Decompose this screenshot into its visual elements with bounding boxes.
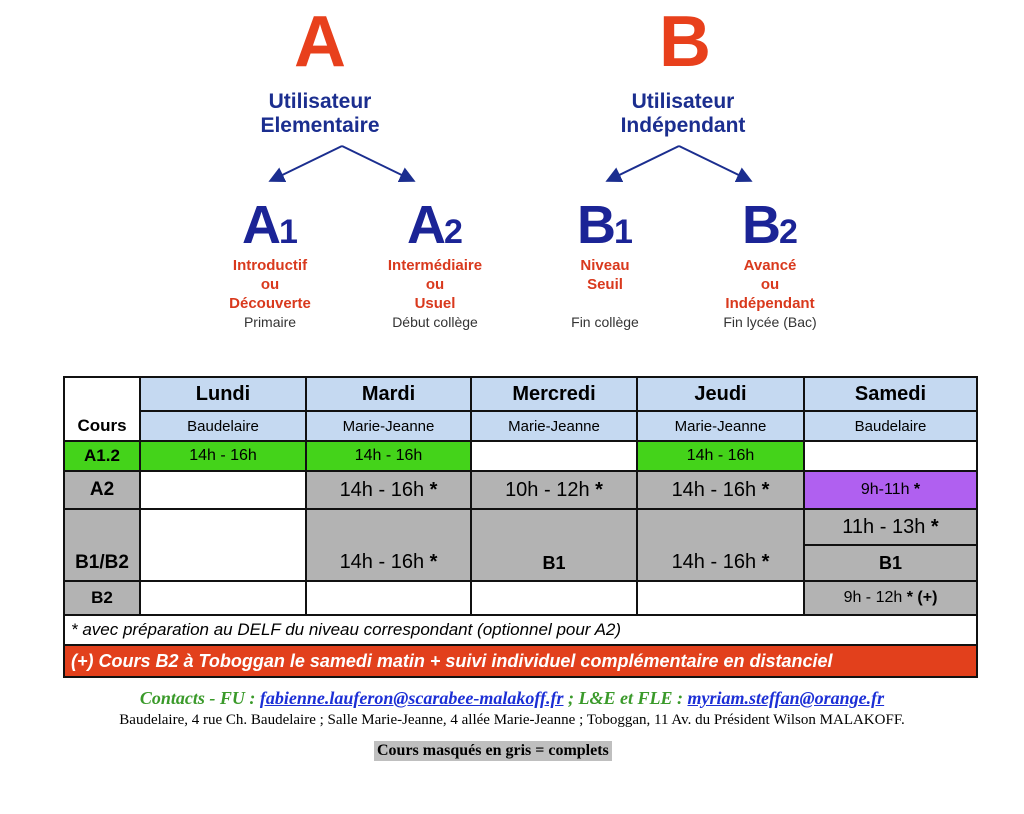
delf-star: * xyxy=(761,551,770,573)
arrow-b2 xyxy=(679,146,749,180)
slot-a12-lundi: 14h - 16h xyxy=(140,441,306,471)
delf-star: * xyxy=(429,551,438,573)
slot-b1b2-samedi-time: 11h - 13h xyxy=(842,515,926,538)
level-a2-note: Début collège xyxy=(392,314,478,330)
slot-a12-mercredi xyxy=(471,441,637,471)
contacts-line xyxy=(0,688,1024,709)
level-b2-desc-2: ou xyxy=(760,276,780,293)
level-b2-number: 2 xyxy=(779,213,798,251)
level-a2-number: 2 xyxy=(444,213,463,251)
slot-b2-samedi-suffix: (+) xyxy=(917,589,938,606)
delf-star: * xyxy=(906,589,913,606)
slot-a2-samedi-time: 9h-11h xyxy=(860,481,910,498)
row-label-a2: A2 xyxy=(64,471,140,509)
diagram-arrows xyxy=(0,0,1024,200)
level-b1-desc-2: Seuil xyxy=(587,276,623,293)
slot-a2-jeudi-time: 14h - 16h xyxy=(671,478,757,501)
slot-b1b2-mardi xyxy=(306,509,471,581)
level-b2-note: Fin lycée (Bac) xyxy=(723,314,817,330)
delf-star: * xyxy=(761,478,770,501)
contacts-prefix: Contacts - FU : xyxy=(139,688,260,708)
day-jeudi: Jeudi xyxy=(637,377,804,411)
level-b2-desc xyxy=(680,256,860,313)
level-a1-desc-3: Découverte xyxy=(229,295,311,312)
level-a1-note: Primaire xyxy=(243,314,297,330)
level-a1-desc-1: Introductif xyxy=(232,257,308,274)
arrow-a1 xyxy=(272,146,342,180)
slot-b1b2-samedi-top xyxy=(804,509,977,545)
slot-b2-samedi-time: 9h - 12h xyxy=(843,589,903,606)
slot-a2-mardi xyxy=(306,471,471,509)
level-a2-desc-3: Usuel xyxy=(414,295,456,312)
delf-star: * xyxy=(595,478,603,501)
address-line: Baudelaire, 4 rue Ch. Baudelaire ; Salle Marie-Jeanne, 4 allée Marie-Jeanne ; Toboggan, 11 Av. du Président Wilson MALAKOFF. xyxy=(119,712,905,728)
level-a1 xyxy=(195,195,345,255)
group-b-title-line-1: Utilisateur xyxy=(631,90,735,113)
level-a1-letter: A xyxy=(242,195,280,255)
level-a1-desc xyxy=(185,256,355,313)
slot-a2-mercredi-time: 10h - 12h xyxy=(505,478,590,501)
row-label-b1b2 xyxy=(64,509,140,581)
slot-a2-mardi-time: 14h - 16h xyxy=(339,478,425,501)
level-a2-desc-1: Intermédiaire xyxy=(387,257,483,274)
letter-b: B xyxy=(659,2,711,82)
level-b1-note: Fin collège xyxy=(571,314,639,330)
delf-star: * xyxy=(913,481,921,498)
slot-a12-jeudi: 14h - 16h xyxy=(637,441,804,471)
day-samedi: Samedi xyxy=(804,377,977,411)
email-link-myriam[interactable]: myriam.steffan@orange.fr xyxy=(687,688,885,708)
slot-b2-mardi xyxy=(306,581,471,615)
level-a2 xyxy=(355,195,515,255)
day-mardi: Mardi xyxy=(306,377,471,411)
level-b2-desc-3: Indépendant xyxy=(725,295,815,312)
row-label-a12: A1.2 xyxy=(64,441,140,471)
slot-b2-lundi xyxy=(140,581,306,615)
level-b1-letter: B xyxy=(577,195,615,255)
level-a2-letter: A xyxy=(407,195,445,255)
level-b1 xyxy=(530,195,680,255)
level-a1-number: 1 xyxy=(279,213,298,251)
timetable xyxy=(63,376,978,678)
place-mercredi: Marie-Jeanne xyxy=(471,411,637,441)
level-b1-desc xyxy=(525,256,685,294)
level-b2-letter: B xyxy=(742,195,780,255)
contacts-middle: ; L&E et FLE : xyxy=(563,688,688,708)
group-a-title-line-2: Elementaire xyxy=(260,114,380,137)
slot-b1b2-mercredi-level: B1 xyxy=(542,553,566,573)
slot-b2-jeudi xyxy=(637,581,804,615)
place-jeudi: Marie-Jeanne xyxy=(637,411,804,441)
row-label-b1b2-text: B1/B2 xyxy=(75,552,129,573)
level-b2 xyxy=(690,195,850,255)
level-b1-number: 1 xyxy=(614,213,633,251)
slot-a12-samedi xyxy=(804,441,977,471)
place-samedi: Baudelaire xyxy=(804,411,977,441)
slot-a2-jeudi xyxy=(637,471,804,509)
slot-b2-samedi xyxy=(804,581,977,615)
level-b2-desc-1: Avancé xyxy=(743,257,797,274)
group-a-title-line-1: Utilisateur xyxy=(268,90,372,113)
delf-star: * xyxy=(429,478,438,501)
complets-legend: Cours masqués en gris = complets xyxy=(374,741,612,761)
email-link-fabienne[interactable]: fabienne.lauferon@scarabee-malakoff.fr xyxy=(259,688,564,708)
place-lundi: Baudelaire xyxy=(140,411,306,441)
day-mercredi: Mercredi xyxy=(471,377,637,411)
slot-b1b2-jeudi xyxy=(637,509,804,581)
slot-b1b2-mardi-time: 14h - 16h xyxy=(339,551,425,573)
group-b-title-line-2: Indépendant xyxy=(620,114,746,137)
level-b1-desc-1: Niveau xyxy=(580,257,630,274)
level-a1-desc-2: ou xyxy=(260,276,280,293)
slot-b1b2-mercredi xyxy=(471,509,637,581)
slot-b2-mercredi xyxy=(471,581,637,615)
delf-star: * xyxy=(930,515,939,538)
day-lundi: Lundi xyxy=(140,377,306,411)
arrow-b1 xyxy=(609,146,679,180)
slot-b1b2-lundi xyxy=(140,509,306,581)
slot-b1b2-jeudi-time: 14h - 16h xyxy=(671,551,757,573)
cours-header: Cours xyxy=(64,377,140,441)
arrow-a2 xyxy=(342,146,412,180)
row-label-b2: B2 xyxy=(64,581,140,615)
level-a2-desc xyxy=(345,256,525,313)
letter-a: A xyxy=(294,2,346,82)
slot-a2-lundi xyxy=(140,471,306,509)
place-mardi: Marie-Jeanne xyxy=(306,411,471,441)
delf-note: * avec préparation au DELF du niveau correspondant (optionnel pour A2) xyxy=(64,615,977,645)
slot-a2-samedi xyxy=(804,471,977,509)
slot-a2-mercredi xyxy=(471,471,637,509)
slot-a12-mardi: 14h - 16h xyxy=(306,441,471,471)
b2-toboggan-note: (+) Cours B2 à Toboggan le samedi matin + suivi individuel complémentaire en distanciel xyxy=(64,645,977,677)
slot-b1b2-samedi-bottom: B1 xyxy=(804,545,977,581)
level-a2-desc-2: ou xyxy=(425,276,445,293)
